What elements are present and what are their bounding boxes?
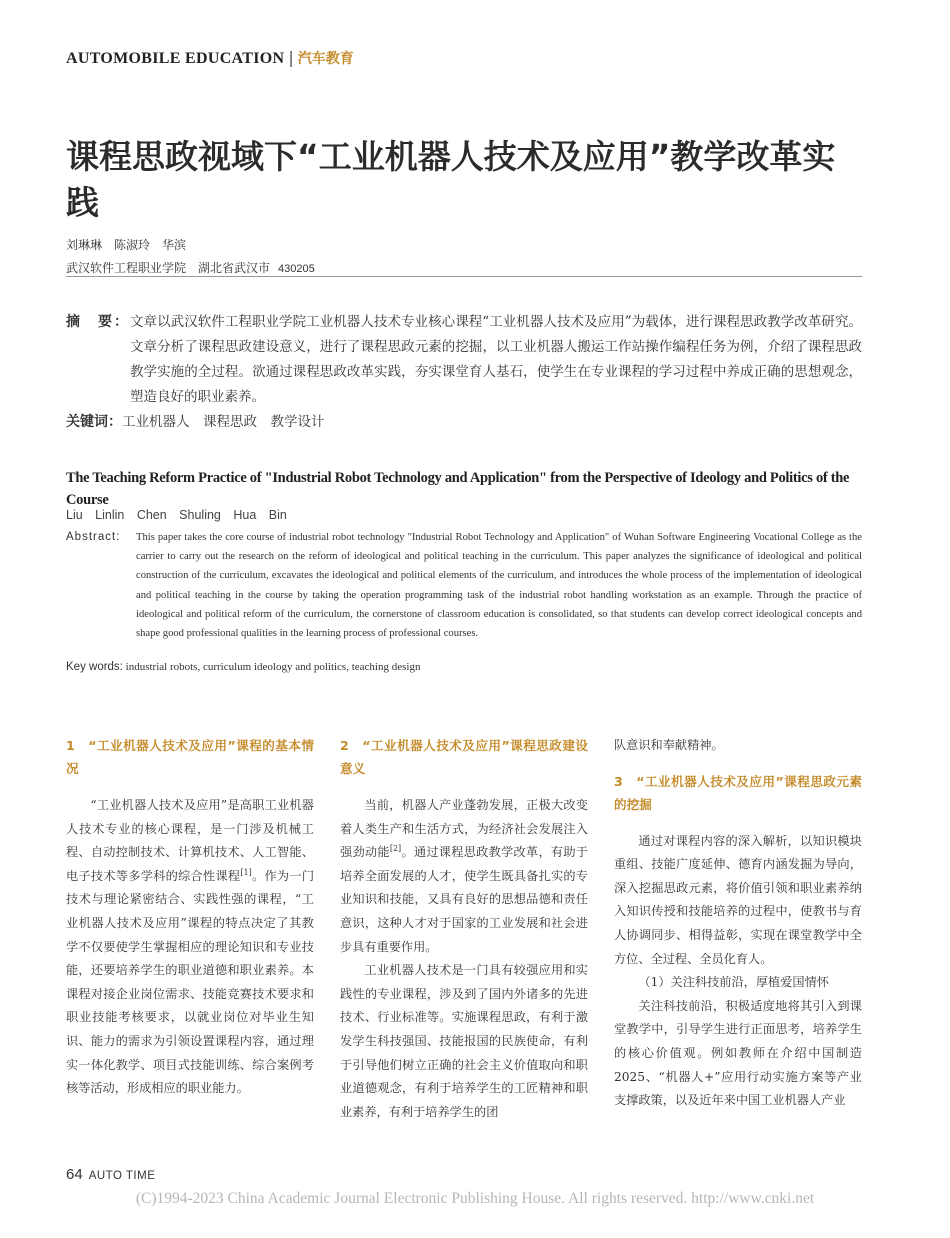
abstract-cn-text: 文章以武汉软件工程职业学院工业机器人技术专业核心课程“工业机器人技术及应用”为载体，进行课程思政教学改革研究。文章分析了课程思政建设意义，进行了课程思政元素的挖掘，以工业机器人搬运工作站操作编程任务为例，介绍了课程思政教学实施的全过程。欲通过课程思政改革实践，夯实课堂育人基石，使学生在专业课程的学习过程中养成正确的思想观念，塑造良好的职业素养。 [130,314,862,405]
affiliation [66,259,315,276]
section-2-paragraph-2: 工业机器人技术是一门具有较强应用和实践性的专业课程，涉及到了国内外诸多的先进技术、行业标准等。实施课程思政，有利于激发学生科技强国、技能报国的民族使命，有利于引导他们树立正确的社会主义价值取向和职业道德观念，有利于培养学生的工匠精神和职业素养，有利于培养学生的团 [340,963,588,1119]
citation-2: [2] [389,844,402,854]
magazine-name: AUTO TIME [88,1170,156,1182]
journal-name-en: AUTOMOBILE EDUCATION [66,50,285,67]
abstract-cn [66,310,862,410]
section-2-continued: 队意识和奉献精神。 [614,738,724,752]
keywords-en-text: industrial robots, curriculum ideology and politics, teaching design [125,661,421,673]
column-1 [66,734,314,1101]
citation-1: [1] [240,867,252,877]
section-3-subheading-1: （1）关注科技前沿，厚植爱国情怀 [638,975,829,990]
page-footer [66,1166,155,1183]
section-2-heading: 2 “工业机器人技术及应用”课程思政建设意义 [340,738,588,776]
section-3-heading: 3 “工业机器人技术及应用”课程思政元素的挖掘 [614,773,862,812]
authors: 刘琳琳 陈淑玲 华滨 [66,238,187,252]
copyright-notice: (C)1994-2023 China Academic Journal Electronic Publishing House. All rights reserved. http://www.cnki.net [135,1190,815,1207]
abstract-cn-label: 摘 要： [66,314,130,330]
section-2-text-a: 当前，机器人产业蓬勃发展，正极大改变着人类生产和生活方式，为经济社会发展注入强劲动能 [340,798,588,860]
section-3-paragraph-2: 关注科技前沿，积极适度地将其引入到课堂教学中，引导学生进行正面思考，培养学生的核心价值观。例如教师在介绍中国制造2025、“机器人+”应用行动实施方案等产业支撑政策，以及近年来中国工业机器人产业 [614,998,862,1108]
abstract-en-text: This paper takes the core course of industrial robot technology "Industrial Robot Technology and Application" of Wuhan Software Engineering Vocational College as the carrier to carry out the research on the reform of ideological and political teaching in the curriculum. This paper analyzes the significance of ideological and political construction of the curriculum, excavates the ideological and political elements of the curriculum, and introduces the whole process of the implementation of ideological and political teaching in the course by taking the operation programming task of the industrial robot handling workstation as an example. Through the practice of ideological and political reform of the curriculum, the cornerstone of classroom education is consolidated, so that students can develop correct ideological concepts and shape good professional qualities in the learning process of professional courses. [136,532,862,640]
abstract-en-label: Abstract: [66,531,121,543]
keywords-cn-label: 关键词： [66,414,122,430]
section-1-paragraph [66,794,314,1101]
section-2-text-b: 。通过课程思政教学改革，有助于培养全面发展的人才，使学生既具备扎实的专业知识和技能，又具有良好的思想品德和责任意识，这种人才对于国家的工业发展和社会进步具有重要作用。 [340,845,589,954]
authors-en: Liu Linlin Chen Shuling Hua Bin [66,508,287,522]
abstract-en [66,528,862,643]
keywords-cn-text: 工业机器人 课程思政 教学设计 [122,414,325,430]
journal-section-cn: 汽车教育 [297,51,354,67]
keywords-en-label: Key words: [66,661,123,673]
header-divider [66,276,862,277]
section-3-paragraph-1: 通过对课程内容的深入解析，以知识模块重组、技能广度延伸、德育内涵发掘为导向，深入挖掘思政元素，将价值引领和职业素养纳入知识传授和技能培养的过程中，使教书与育人协调同步、相得益彰，实现在课堂教学中全方位、全过程、全员化育人。 [614,833,862,966]
affiliation-zip: 430205 [278,263,315,275]
page-number: 64 [66,1166,83,1183]
header-separator: | [288,48,294,67]
section-1-heading: 1 “工业机器人技术及应用”课程的基本情况 [66,738,314,776]
keywords-en [66,661,420,673]
keywords-cn [66,410,325,431]
section-1-text-a: “工业机器人技术及应用”是高职工业机器人技术专业的核心课程，是一门涉及机械工程、自动控制技术、计算机技术、人工智能、电子技术等多学科的综合性课程 [66,798,314,883]
article-title: 课程思政视域下“工业机器人技术及应用”教学改革实践 [66,137,836,222]
journal-header [66,48,354,68]
article-title-en: The Teaching Reform Practice of "Industrial Robot Technology and Application" from the Perspective of Ideology and Politics of the Course [66,470,850,508]
column-2 [340,734,588,1124]
column-3 [614,734,862,1113]
section-1-text-b: 。作为一门技术与理论紧密结合、实践性强的课程，“工业机器人技术及应用”课程的特点决定了其教学不仅要使学生掌握相应的理论知识和专业技能，还要培养学生的职业道德和职业素养。本课程对接企业岗位需求、技能竞赛技术要求和职业技能考核要求，以就业岗位对毕业生知识、能力的需求为引领设置课程内容，通过理实一体化教学、项目式技能训练、综合案例考核等活动，形成相应的职业能力。 [66,868,315,1096]
affiliation-name: 武汉软件工程职业学院 湖北省武汉市 [66,261,271,275]
section-2-paragraph-1 [340,794,588,959]
